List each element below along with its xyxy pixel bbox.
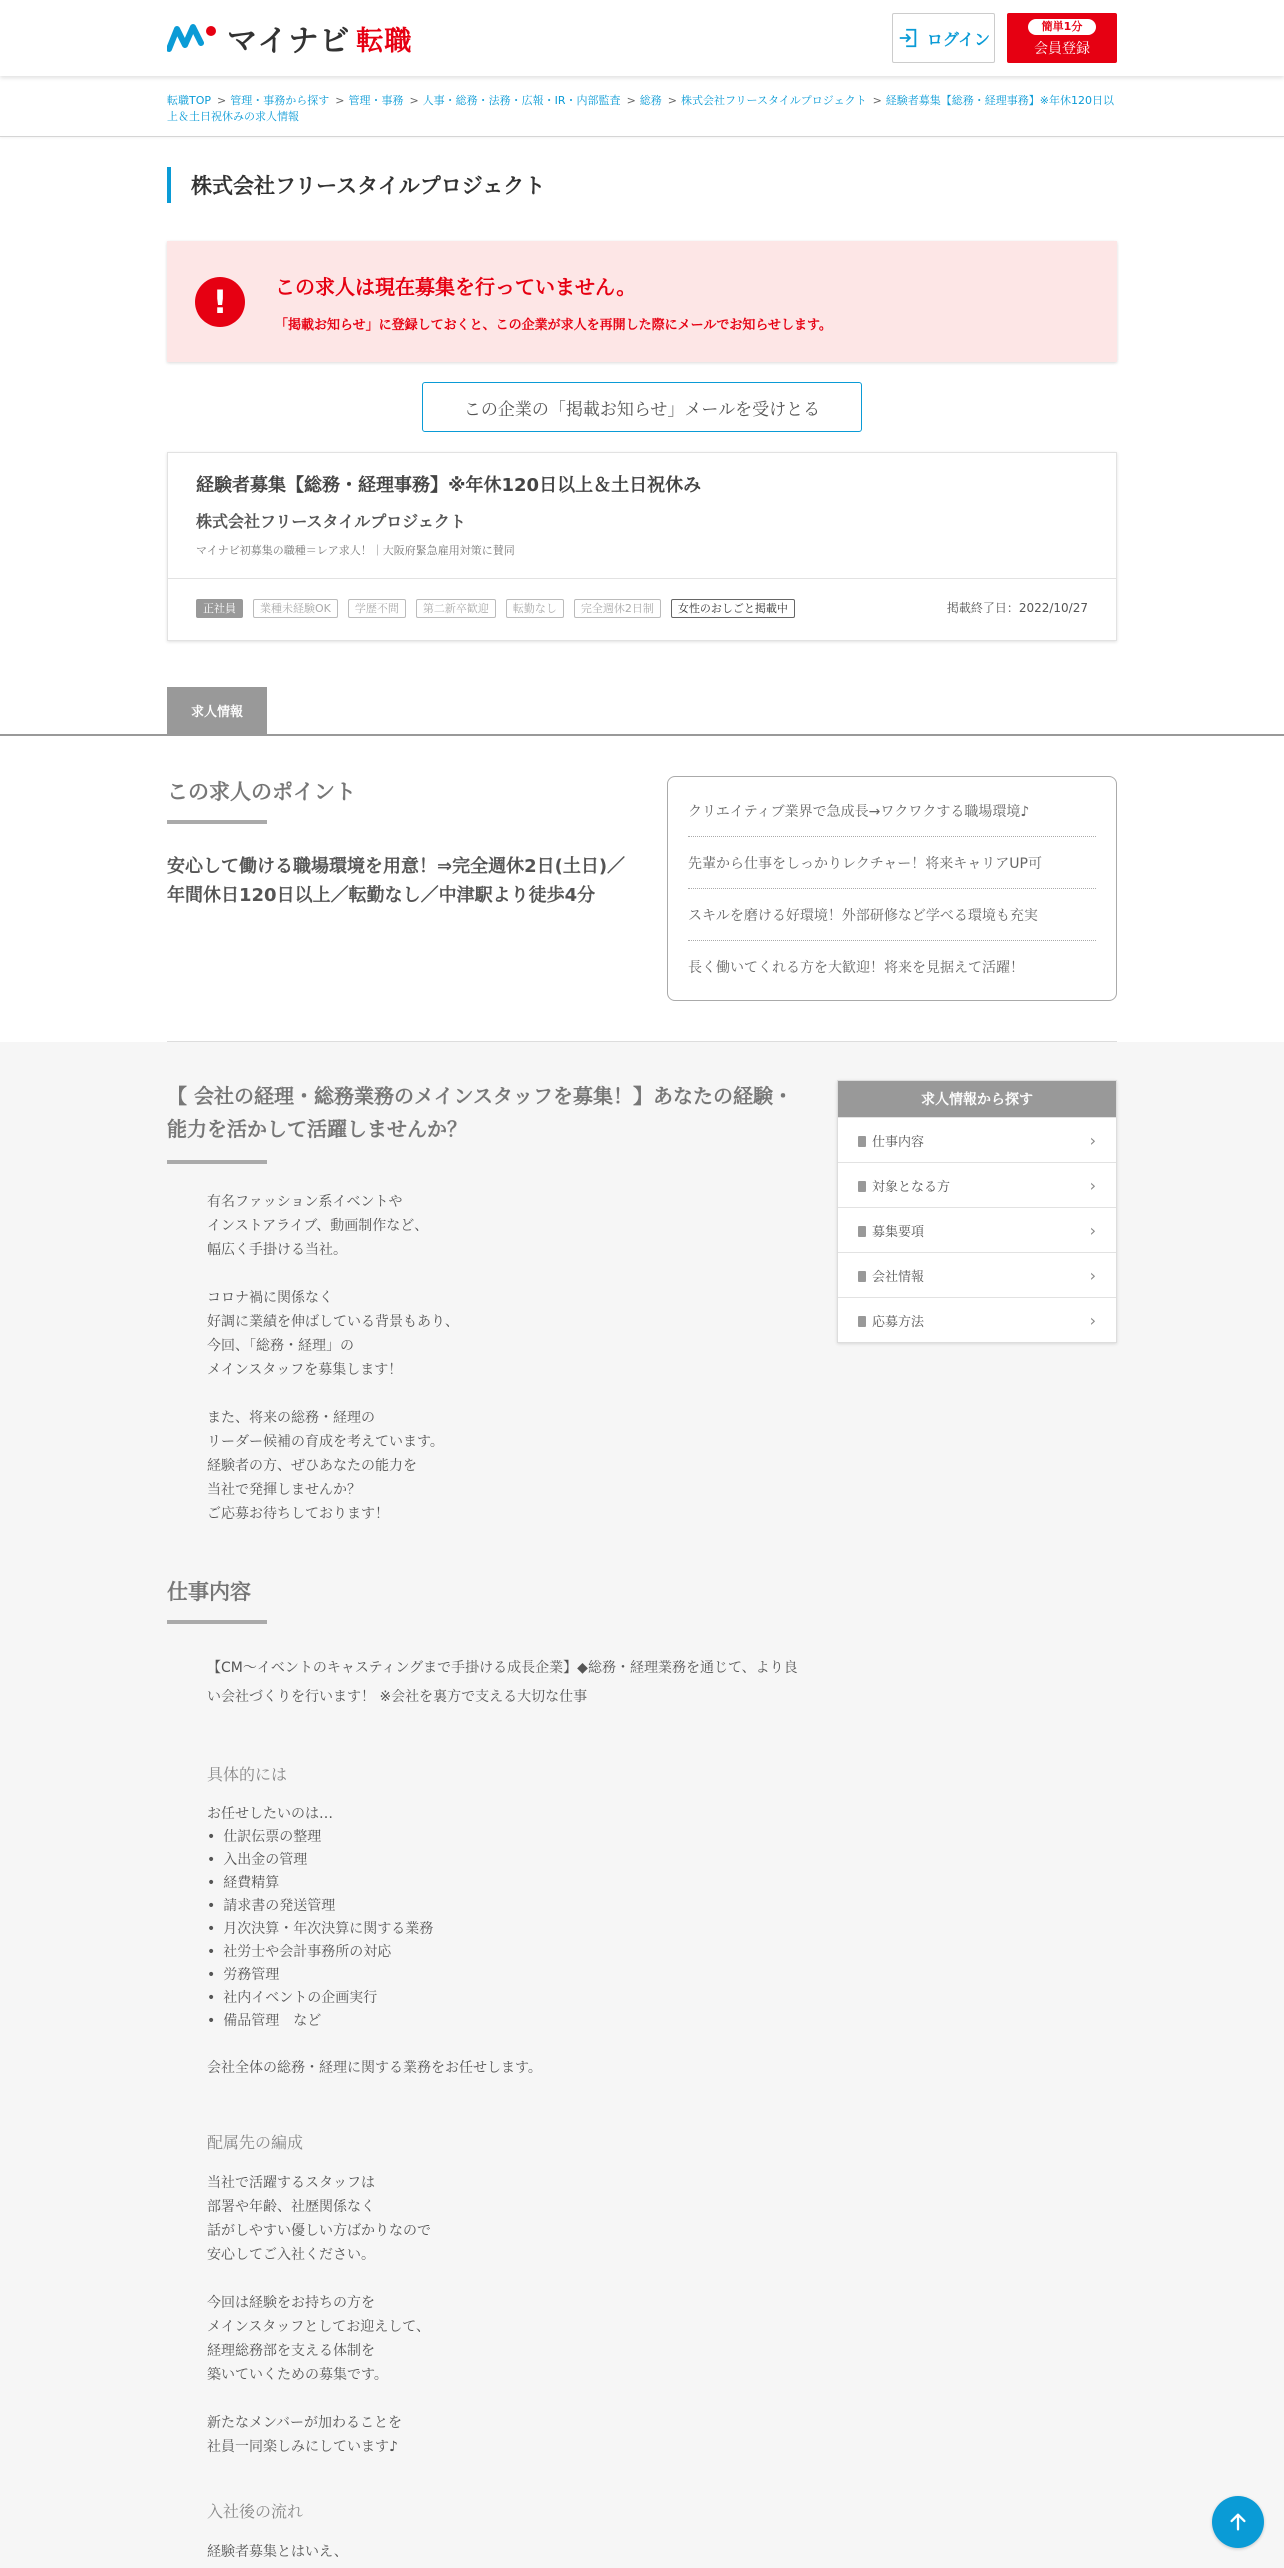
logo-sub-text: 転職 — [356, 25, 413, 57]
chevron-right-icon: › — [1089, 1310, 1096, 1330]
alert-desc: 「掲載お知らせ」に登録しておくと、この企業が求人を再開した際にメールでお知らせします。 — [275, 317, 832, 333]
document-icon — [858, 1181, 866, 1192]
tag: 業種未経験OK — [253, 599, 338, 618]
sidebar-item-target[interactable] — [838, 1162, 1116, 1207]
closed-alert — [167, 241, 1117, 362]
register-label: 会員登録 — [1034, 40, 1090, 57]
work-heading: 仕事内容 — [167, 1580, 251, 1604]
point-item: スキルを磨ける好環境！外部研修など学べる環境も充実 — [688, 889, 1096, 941]
team-sub-heading: 配属先の編成 — [207, 2133, 304, 2152]
chevron-right-icon: › — [1089, 1265, 1096, 1285]
sidebar-item-requirements[interactable] — [838, 1207, 1116, 1252]
breadcrumb: 転職TOP > 管理・事務から探す > 管理・事務 > 人事・総務・法務・広報・IR・内部監査 > 総務 > 株式会社フリースタイルプロジェクト > 経験者募集【総務・経理事務】※年休120日以上＆土日祝休みの求人情報 — [167, 94, 1115, 123]
chevron-right-icon: › — [1089, 1175, 1096, 1195]
chevron-right-icon: › — [1089, 1220, 1096, 1240]
heading-underline — [167, 1620, 267, 1624]
heading-underline — [167, 1160, 267, 1164]
tab-bar — [0, 687, 1284, 736]
end-date: 掲載終了日：2022/10/27 — [946, 601, 1088, 615]
tag: 転勤なし — [506, 599, 564, 618]
tag: 第二新卒歓迎 — [416, 599, 496, 618]
site-header — [0, 0, 1284, 76]
appeal-body: 有名ファッション系イベントや インストアライブ、動画制作など、 幅広く手掛ける当社。 コロナ禍に関係なく 好調に業績を伸ばしている背景もあり、 今回、「総務・経理」の メインスタッフを募集します！ また、将来の総務・経理の リーダー候補の育成を考えています。 経験者の方、ぜひあなたの能力を 当社で発揮しませんか？ ご応募お待ちしております！ — [207, 1194, 459, 1522]
tag-employment: 正社員 — [196, 599, 243, 618]
chevron-right-icon: › — [1089, 1130, 1096, 1150]
point-item: クリエイティブ業界で急成長→ワクワクする職場環境♪ — [688, 785, 1096, 837]
sidebar-nav — [837, 1080, 1117, 1343]
job-card — [167, 452, 1117, 641]
logo-text: マイナビ — [227, 24, 351, 59]
sidebar-item-label: 対象となる方 — [872, 1179, 951, 1195]
site-logo[interactable] — [167, 16, 412, 60]
duty-list — [207, 1826, 807, 2033]
breadcrumb-bar — [0, 76, 1284, 137]
duty-item: • 仕訳伝票の整理 — [207, 1826, 807, 1849]
duty-item: • 社内イベントの企画実行 — [207, 1987, 807, 2010]
flow-sub-heading: 入社後の流れ — [207, 2502, 304, 2521]
duty-item: • 労務管理 — [207, 1964, 807, 1987]
breadcrumb-item[interactable]: 転職TOP — [167, 94, 212, 107]
work-summary: 【CM～イベントのキャスティングまで手掛ける成長企業】◆総務・経理業務を通じて、より良い会社づくりを行います！ ※会社を裏方で支える大切な仕事 — [207, 1660, 798, 1705]
job-catch: マイナビ初募集の職種＝レア求人！｜大阪府緊急雇用対策に賛同 — [196, 544, 515, 557]
work-intro: お任せしたいのは… — [207, 1806, 333, 1822]
breadcrumb-item[interactable]: 経験者募集【総務・経理事務】※年休120日以上＆土日祝休みの求人情報 — [167, 94, 1115, 123]
tag: 学歴不問 — [348, 599, 406, 618]
point-item: 長く働いてくれる方を大歓迎！将来を見据えて活躍！ — [688, 960, 1024, 976]
notify-button[interactable]: この企業の「掲載お知らせ」メールを受けとる — [422, 382, 862, 432]
breadcrumb-item[interactable]: 株式会社フリースタイルプロジェクト — [681, 94, 867, 107]
duty-item: • 月次決算・年次決算に関する業務 — [207, 1918, 807, 1941]
flow-body: 経験者募集とはいえ、 — [207, 2544, 348, 2560]
job-company: 株式会社フリースタイルプロジェクト — [196, 512, 466, 531]
sidebar-item-label: 仕事内容 — [872, 1134, 925, 1150]
back-to-top-button[interactable] — [1212, 2496, 1264, 2548]
point-item: 先輩から仕事をしっかりレクチャー！将来キャリアUP可 — [688, 837, 1096, 889]
sidebar-item-label: 会社情報 — [872, 1269, 925, 1285]
points-heading: この求人のポイント — [167, 780, 356, 804]
logo-mark-icon — [167, 23, 221, 53]
points-catch: 安心して働ける職場環境を用意！⇒完全週休2日(土日)／年間休日120日以上／転勤なし／中津駅より徒歩4分 — [167, 856, 626, 906]
duty-item: • 社労士や会計事務所の対応 — [207, 1941, 807, 1964]
document-icon — [858, 1316, 866, 1327]
register-button[interactable] — [1007, 13, 1117, 63]
duty-item: • 請求書の発送管理 — [207, 1895, 807, 1918]
heading-underline — [167, 820, 267, 824]
duty-item: • 備品管理 など — [207, 2010, 807, 2033]
duty-item: • 経費精算 — [207, 1872, 807, 1895]
login-button[interactable] — [892, 13, 995, 63]
work-sub-heading: 具体的には — [207, 1765, 288, 1784]
job-title: 経験者募集【総務・経理事務】※年休120日以上＆土日祝休み — [196, 475, 702, 496]
arrow-up-icon — [1227, 2511, 1249, 2533]
team-body: 当社で活躍するスタッフは 部署や年齢、社歴関係なく 話がしやすい優しい方ばかりなので 安心してご入社ください。 今回は経験をお持ちの方を メインスタッフとしてお迎えして、 経理総務部を支える体制を 築いていくための募集です。 新たなメンバーが加わることを 社員一同楽しみにしています♪ — [207, 2175, 431, 2455]
breadcrumb-item[interactable]: 管理・事務から探す — [230, 94, 330, 107]
tag: 完全週休2日制 — [574, 599, 661, 618]
breadcrumb-item[interactable]: 人事・総務・法務・広報・IR・内部監査 — [422, 94, 621, 107]
sidebar-item-work[interactable] — [838, 1117, 1116, 1162]
tag-women: 女性のおしごと掲載中 — [671, 599, 795, 618]
company-heading: 株式会社フリースタイルプロジェクト — [167, 167, 1117, 203]
points-section — [167, 736, 1117, 1042]
duty-item: • 入出金の管理 — [207, 1849, 807, 1872]
breadcrumb-item[interactable]: 管理・事務 — [348, 94, 404, 107]
appeal-title: 【 会社の経理・総務業務のメインスタッフを募集！】あなたの経験・能力を活かして活躍しませんか？ — [167, 1084, 793, 1141]
alert-title: この求人は現在募集を行っていません。 — [275, 274, 637, 299]
tab-job-info[interactable]: 求人情報 — [167, 687, 267, 734]
sidebar-item-company[interactable] — [838, 1252, 1116, 1297]
sidebar-head: 求人情報から探す — [838, 1081, 1116, 1117]
sidebar-item-apply[interactable] — [838, 1297, 1116, 1342]
document-icon — [858, 1136, 866, 1147]
points-list — [667, 776, 1117, 1001]
register-pill: 簡単1分 — [1028, 19, 1097, 35]
document-icon — [858, 1271, 866, 1282]
sidebar-item-label: 募集要項 — [872, 1224, 925, 1240]
job-tags — [196, 599, 816, 618]
work-closing: 会社全体の総務・経理に関する業務をお任せします。 — [207, 2060, 542, 2076]
login-label: ログイン — [926, 29, 991, 49]
login-icon — [897, 27, 919, 49]
document-icon — [858, 1226, 866, 1237]
alert-icon: ! — [195, 277, 245, 327]
sidebar-item-label: 応募方法 — [872, 1314, 925, 1330]
breadcrumb-item[interactable]: 総務 — [639, 94, 662, 107]
detail-section — [0, 1042, 1284, 2568]
